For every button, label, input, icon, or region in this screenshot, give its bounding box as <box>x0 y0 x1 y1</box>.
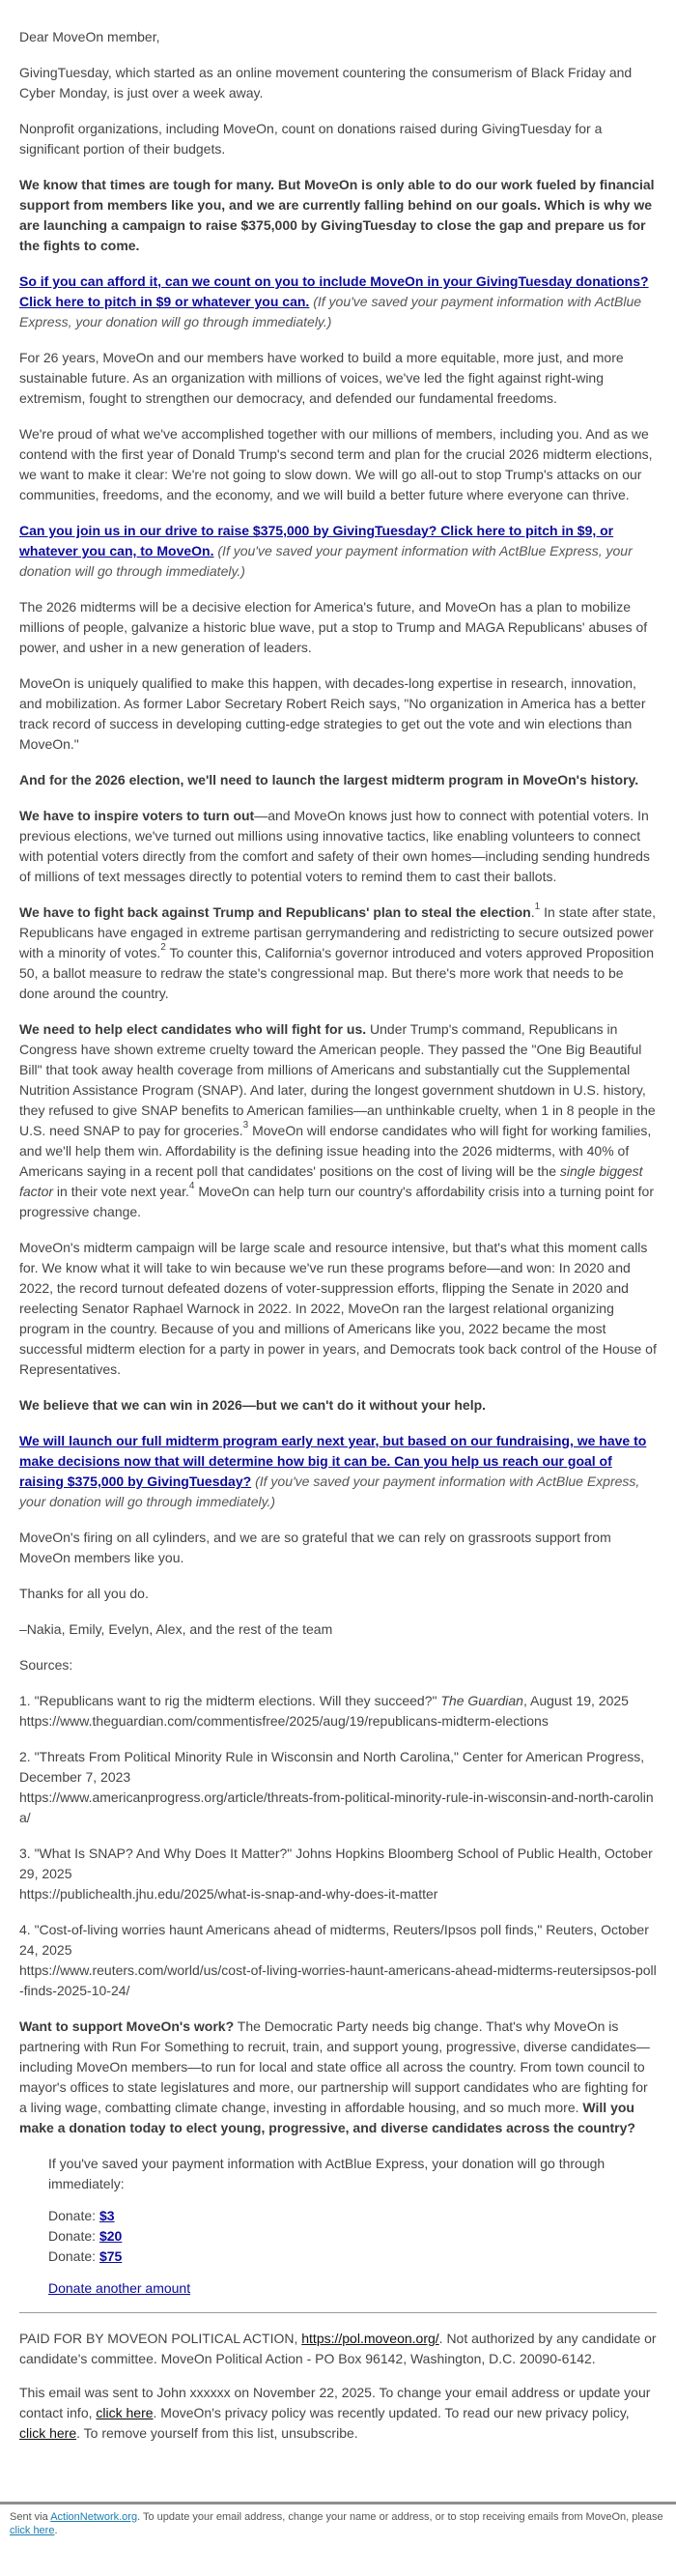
grateful-paragraph: MoveOn's firing on all cylinders, and we are so grateful that we can rely on grassroots support from MoveOn members like you. <box>19 1530 611 1565</box>
actblue-note: (If you've saved your payment information with ActBlue Express, your donation will go through immediately.) <box>19 1474 640 1509</box>
donate-75-button[interactable]: $75 <box>99 2248 123 2264</box>
greeting: Dear MoveOn member, <box>19 29 160 44</box>
source-url: https://www.theguardian.com/commentisfree/2025/aug/19/republicans-midterm-elections <box>19 1713 549 1729</box>
intro-paragraph: GivingTuesday, which started as an online movement countering the consumerism of Black Friday and Cyber Monday, is just over a week away. <box>19 65 633 100</box>
update-contact-link[interactable]: click here <box>96 2405 154 2420</box>
donate-another-row <box>48 2278 657 2299</box>
source-item-4: 4. "Cost-of-living worries haunt Americans ahead of midterms, Reuters/Ipsos poll finds," Reuters, October 24, 2025 https://www.reuters.com/world/us/cost-of-living-worries-haunt-americans-ahead-midterms-reutersipsos-poll-finds-2025-10-24/ <box>19 1922 657 1998</box>
source-url: https://www.reuters.com/world/us/cost-of-living-worries-haunt-americans-ahead-midterms-reutersipsos-poll-finds-2025-10-24/ <box>19 1962 657 1998</box>
divider <box>19 2312 657 2313</box>
largest-program-paragraph: And for the 2026 election, we'll need to launch the largest midterm program in MoveOn's history. <box>19 772 639 787</box>
actblue-note: (If you've saved your payment information with ActBlue Express, your donation will go through immediately.) <box>19 543 633 579</box>
paid-for-disclaimer: PAID FOR BY MOVEON POLITICAL ACTION, https://pol.moveon.org/. Not authorized by any candidate or candidate's committee. MoveOn Political Action - PO Box 96142, Washington, D.C. 20090-6142. <box>19 2331 657 2366</box>
thanks-line: Thanks for all you do. <box>19 1586 149 1601</box>
donate-link-2[interactable]: Can you join us in our drive to raise $375,000 by GivingTuesday? Click here to pitch in $9, or whatever you can, to MoveOn. <box>19 523 614 558</box>
donate-another-amount-link[interactable]: Donate another amount <box>48 2280 191 2296</box>
source-url: https://publichealth.jhu.edu/2025/what-is-snap-and-why-does-it-matter <box>19 1886 438 1902</box>
footnote-ref-4: 4 <box>188 1181 195 1191</box>
fight-back-lead: We have to fight back against Trump and Republicans' plan to steal the election <box>19 904 531 920</box>
signoff: –Nakia, Emily, Evelyn, Alex, and the rest of the team <box>19 1621 333 1637</box>
proud-paragraph: We're proud of what we've accomplished together with our millions of members, including you. And as we contend with the first year of Donald Trump's second term and plan for the crucial 2026 midterm elections, we want to make it clear: We're not going to slow down. We will go all-out to stop Trump's attacks on our communities, freedoms, and the economy, and we will build a better future where everyone can thrive. <box>19 426 653 502</box>
donate-3-button[interactable]: $3 <box>99 2208 115 2223</box>
footnote-ref-2: 2 <box>160 942 166 953</box>
fight-back-paragraph: We have to fight back against Trump and Republicans' plan to steal the election.$^1$ In state after state, Republicans have engaged in extreme partisan gerrymandering and redistricting to secure outsized power with a minority of votes.$^2$ To counter this, California's governor introduced and voters approved Proposition 50, a ballot measure to redraw the state's congressional map. But there's more work that needs to be done around the country. <box>19 902 657 1001</box>
donate-link-3[interactable]: We will launch our full midterm program early next year, but based on our fundraising, we have to make decisions now that will determine how big it can be. Can you help us reach our goal of raising $375,000 by GivingTuesday? <box>19 1433 647 1489</box>
source-url: https://www.americanprogress.org/article/threats-from-political-minority-rule-in-wisconsin-and-north-carolina/ <box>19 1789 654 1825</box>
unsubscribe-click-here-link[interactable]: click here <box>10 2525 55 2536</box>
donate-row-20: Donate: $20 <box>48 2228 123 2244</box>
donate-20-button[interactable]: $20 <box>99 2228 123 2244</box>
sent-to-notice: This email was sent to John xxxxxx on November 22, 2025. To change your email address or update your contact info, click here. MoveOn's privacy policy was recently updated. To read our new privacy policy, click here. To remove yourself from this list, unsubscribe. <box>19 2385 651 2441</box>
source-item-3: 3. "What Is SNAP? And Why Does It Matter?" Johns Hopkins Bloomberg School of Public Health, October 29, 2025 https://publichealth.jhu.edu/2025/what-is-snap-and-why-does-it-matter <box>19 1846 653 1902</box>
footnote-ref-1: 1 <box>534 902 541 912</box>
turnout-paragraph: We have to inspire voters to turn out—and MoveOn knows just how to connect with potential voters. In previous elections, we've turned out millions using innovative tactics, like enabling volunteers to connect with potential voters directly from the comfort and safety of their own homes—including sending hundreds of millions of text messages directly to potential voters to remind them to cast their ballots. <box>19 808 650 884</box>
believe-paragraph: We believe that we can win in 2026—but we can't do it without your help. <box>19 1397 487 1413</box>
campaign-goal-paragraph: We know that times are tough for many. But MoveOn is only able to do our work fueled by financial support from members like you, and we are currently falling behind on our goals. Which is why we are launching a campaign to raise $375,000 by GivingTuesday to close the gap and prepare us for the fights to come. <box>19 177 655 253</box>
midterms-paragraph: The 2026 midterms will be a decisive election for America's future, and MoveOn has a plan to mobilize millions of people, galvanize a historic blue wave, put a stop to Trump and MAGA Republicans' abuses of power, and usher in a new generation of leaders. <box>19 599 648 655</box>
actblue-note: (If you've saved your payment information with ActBlue Express, your donation will go through immediately.) <box>19 294 642 329</box>
source-item-2: 2. "Threats From Political Minority Rule in Wisconsin and North Carolina," Center for American Progress, December 7, 2023 https://www.americanprogress.org/article/threats-from-political-minority-rule-in-wisconsin-and-north-carolina/ <box>19 1749 654 1825</box>
elect-candidates-paragraph: We need to help elect candidates who will fight for us. Under Trump's command, Republicans in Congress have shown extreme cruelty toward the American people. They passed the "One Big Beautiful Bill" that took away health coverage from millions of Americans and substantially cut the Supplemental Nutrition Assistance Program (SNAP). And later, during the longest government shutdown in U.S. history, they refused to give SNAP benefits to American families—an unthinkable cruelty, when 1 in 8 people in the U.S. need SNAP to pay for groceries.$^3$ MoveOn will endorse candidates who will fight for working families, and we'll help them win. Affordability is the defining issue heading into the 2026 midterms, with 40% of Americans saying in a recent poll that candidates' positions on the cost of living will be the single biggest factor in their vote next year.$^4$ MoveOn can help turn our country's affordability crisis into a turning point for progressive change. <box>19 1021 656 1219</box>
donate-block <box>19 2154 657 2299</box>
history-paragraph: For 26 years, MoveOn and our members have worked to build a more equitable, more just, and more sustainable future. As an organization with millions of voices, we've led the fight against right-wing extremism, fought to strengthen our democracy, and defended our fundamental freedoms. <box>19 350 624 406</box>
action-network-footer: Sent via ActionNetwork.org. To update your email address, change your name or address, or to stop receiving emails from MoveOn, please click here. <box>0 2502 676 2576</box>
support-paragraph: Want to support MoveOn's work? The Democratic Party needs big change. That's why MoveOn is partnering with Run For Something to recruit, train, and support young, progressive, diverse candidates—including MoveOn members—to run for local and state office all across the country. From town council to mayor's offices to state legislatures and more, our partnership will support candidates who are fighting for a living wage, combatting climate change, investing in affordable housing, and so much more. Will you make a donation today to elect young, progressive, and diverse candidates across the country? <box>19 2018 650 2135</box>
qualified-paragraph: MoveOn is uniquely qualified to make this happen, with decades-long expertise in research, innovation, and mobilization. As former Labor Secretary Robert Reich says, "No organization in America has a better track record of success in developing cutting-edge strategies to get out the vote and win elections than MoveOn." <box>19 675 646 752</box>
campaign-scale-paragraph: MoveOn's midterm campaign will be large scale and resource intensive, but that's what this moment calls for. We know what it will take to win because we've run these programs before—and won: In 2020 and 2022, the record turnout defeated dozens of voter-suppression efforts, flipping the Senate in 2020 and reelecting Senator Raphael Warnock in 2022. In 2022, MoveOn ran the largest relational organizing program in the country. Because of you and millions of Americans like you, 2022 became the most successful midterm election for a party in power in years, and Democrats took back control of the House of Representatives. <box>19 1240 657 1377</box>
cta-paragraph-2 <box>19 521 657 582</box>
pol-moveon-link[interactable]: https://pol.moveon.org/ <box>301 2331 439 2346</box>
privacy-policy-link[interactable]: click here <box>19 2425 77 2441</box>
donate-row-3: Donate: $3 <box>48 2208 115 2223</box>
donate-link-1[interactable]: So if you can afford it, can we count on you to include MoveOn in your GivingTuesday donations? Click here to pitch in $9 or whatever you can. <box>19 273 649 309</box>
turnout-lead: We have to inspire voters to turn out <box>19 808 255 823</box>
footnote-ref-3: 3 <box>242 1120 249 1131</box>
donate-row-75: Donate: $75 <box>48 2248 123 2264</box>
source-item-1: 1. "Republicans want to rig the midterm elections. Will they succeed?" The Guardian, August 19, 2025 https://www.theguardian.com/commentisfree/2025/aug/19/republicans-midterm-elections <box>19 1693 629 1729</box>
sources-section <box>19 1655 657 2001</box>
elect-candidates-lead: We need to help elect candidates who will fight for us. <box>19 1021 367 1037</box>
donate-note: If you've saved your payment information with ActBlue Express, your donation will go through immediately: <box>48 2156 606 2191</box>
legal-section <box>19 2329 657 2444</box>
budget-paragraph: Nonprofit organizations, including MoveOn, count on donations raised during GivingTuesday for a significant portion of their budgets. <box>19 121 603 157</box>
action-network-link[interactable]: ActionNetwork.org <box>50 2511 138 2523</box>
sources-heading: Sources: <box>19 1657 73 1673</box>
cta-paragraph-3 <box>19 1431 657 1512</box>
cta-paragraph-1 <box>19 272 657 332</box>
